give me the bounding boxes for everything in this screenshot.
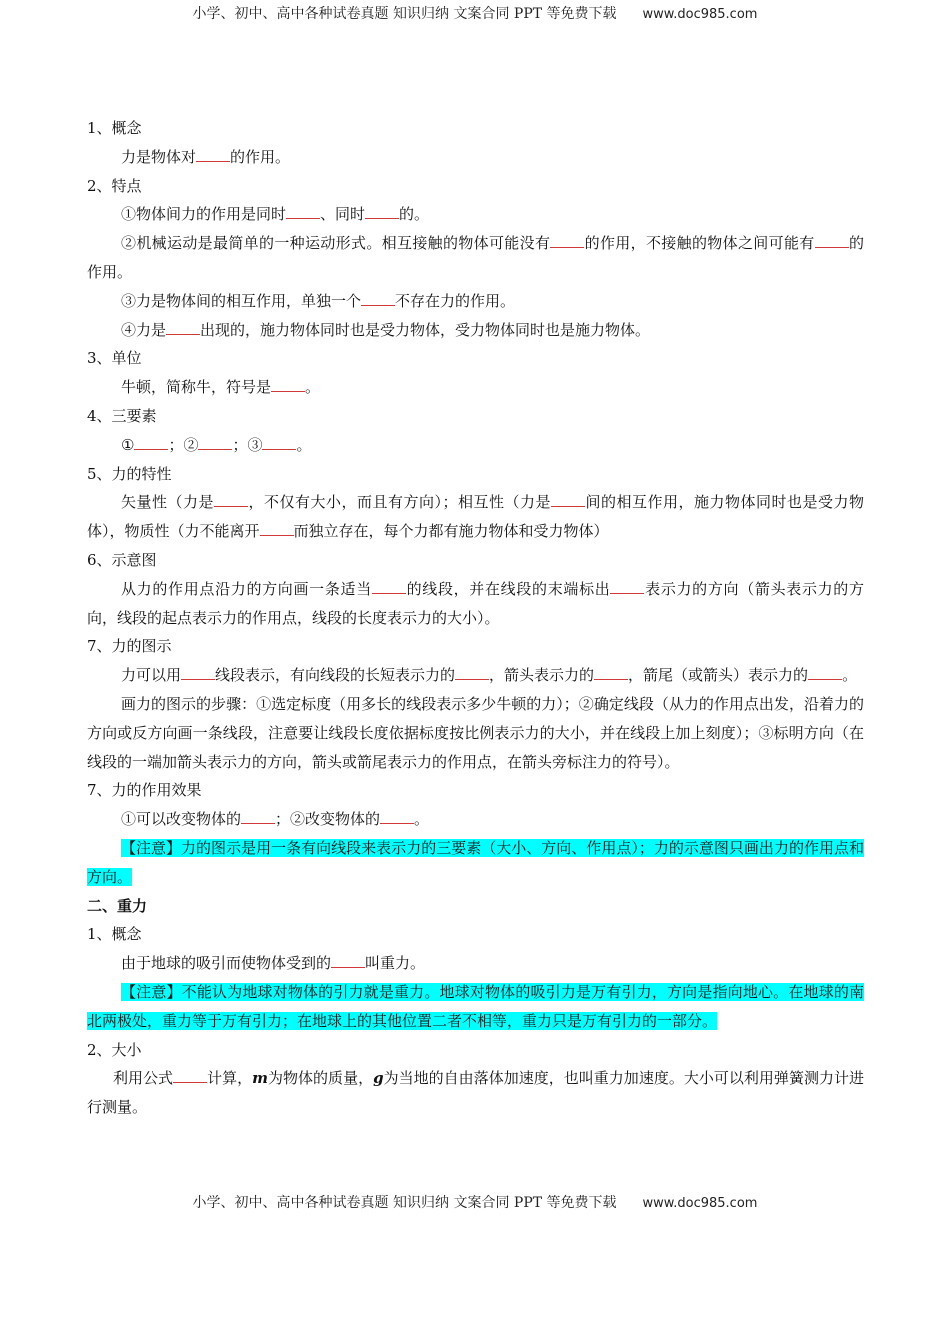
fill-in-blank bbox=[271, 377, 305, 392]
paragraph bbox=[87, 172, 864, 201]
highlighted-note: 【注意】不能认为地球对物体的引力就是重力。地球对物体的吸引力是万有引力，方向是指向地心。在地球的南北两极处，重力等于万有引力；在地球上的其他位置二者不相等，重力只是万有引力的一部分。 bbox=[87, 982, 864, 1030]
text-run: 的作用，不接触的物体之间可能有 bbox=[584, 234, 815, 253]
paragraph bbox=[87, 460, 864, 489]
text-run: 2、大小 bbox=[87, 1040, 142, 1059]
variable: g bbox=[373, 1069, 384, 1088]
page-header bbox=[0, 3, 950, 23]
fill-in-blank bbox=[134, 435, 168, 450]
text-run: 6、示意图 bbox=[87, 550, 157, 569]
paragraph bbox=[87, 776, 864, 805]
text-run: 的。 bbox=[399, 205, 430, 224]
fill-in-blank bbox=[380, 809, 414, 824]
text-run: 力是物体对 bbox=[121, 147, 197, 166]
text-run: 利用公式 bbox=[113, 1069, 174, 1088]
text-run: 画力的图示的步骤：①选定标度（用多长的线段表示多少牛顿的力）；②确定线段（从力的作用点出发，沿着力的方向或反方向画一条线段，注意要让线段长度依据标度按比例表示力的大小，并在线段上加上刻度）；③标明方向（在线段的一端加箭头表示力的方向，箭头或箭尾表示力的作用点，在箭头旁标注力的符号）。 bbox=[87, 694, 864, 771]
header-text: 小学、初中、高中各种试卷真题 知识归纳 文案合同 PPT 等免费下载 bbox=[192, 6, 617, 22]
paragraph bbox=[87, 920, 864, 949]
paragraph bbox=[87, 316, 864, 345]
page-footer bbox=[0, 1192, 950, 1212]
text-run: 。 bbox=[296, 435, 312, 454]
text-run: ②机械运动是最简单的一种运动形式。相互接触的物体可能没有 bbox=[121, 234, 551, 253]
fill-in-blank bbox=[815, 233, 849, 248]
text-run: 3、单位 bbox=[87, 349, 142, 368]
paragraph bbox=[87, 805, 864, 834]
paragraph bbox=[87, 373, 864, 402]
text-run: 计算， bbox=[207, 1069, 253, 1088]
text-run: 二、重力 bbox=[87, 896, 148, 915]
paragraph bbox=[87, 632, 864, 661]
fill-in-blank bbox=[808, 665, 842, 680]
text-run: 出现的，施力物体同时也是受力物体，受力物体同时也是施力物体。 bbox=[200, 320, 651, 339]
fill-in-blank bbox=[181, 665, 215, 680]
text-run: 表示力的方向（箭头表示力的方向，线段的起点表示力的作用点，线段的长度表示力的大小）。 bbox=[87, 579, 864, 627]
text-run: 而独立存在，每个力都有施力物体和受力物体） bbox=[293, 522, 609, 541]
text-run: ，箭尾（或箭头）表示力的 bbox=[628, 666, 809, 685]
fill-in-blank bbox=[550, 233, 584, 248]
text-run: ；③ bbox=[232, 435, 263, 454]
text-run: ④力是 bbox=[121, 320, 167, 339]
header-site-link[interactable]: www.doc985.com bbox=[642, 7, 758, 22]
text-run: 7、力的图示 bbox=[87, 637, 172, 656]
paragraph bbox=[87, 661, 864, 690]
text-run: 的作用。 bbox=[87, 234, 864, 281]
text-run: 牛顿，简称牛，符号是 bbox=[121, 378, 272, 397]
fill-in-blank bbox=[361, 291, 395, 306]
text-run: 、同时 bbox=[320, 205, 366, 224]
fill-in-blank bbox=[455, 665, 489, 680]
fill-in-blank bbox=[262, 435, 296, 450]
fill-in-blank bbox=[166, 320, 200, 335]
fill-in-blank bbox=[286, 204, 320, 219]
fill-in-blank bbox=[173, 1068, 207, 1083]
paragraph bbox=[87, 143, 864, 172]
text-run: 为物体的质量， bbox=[268, 1069, 374, 1088]
text-run: ③力是物体间的相互作用，单独一个 bbox=[121, 291, 362, 310]
fill-in-blank bbox=[260, 521, 294, 536]
text-run: ，箭头表示力的 bbox=[489, 666, 595, 685]
fill-in-blank bbox=[241, 809, 275, 824]
paragraph bbox=[87, 488, 864, 546]
text-run: 。 bbox=[305, 378, 321, 397]
text-run: 。 bbox=[842, 666, 858, 685]
fill-in-blank bbox=[331, 953, 365, 968]
paragraph bbox=[87, 431, 864, 460]
text-run: 1、概念 bbox=[87, 119, 142, 137]
footer-site-link[interactable]: www.doc985.com bbox=[642, 1196, 758, 1211]
note-paragraph bbox=[87, 834, 864, 892]
fill-in-blank bbox=[196, 147, 230, 162]
text-run: ；② bbox=[168, 435, 199, 454]
text-run: 为当地的自由落体加速度，也叫重力加速度。大小可以利用弹簧测力计进行测量。 bbox=[87, 1069, 864, 1117]
text-run: 的线段，并在线段的末端标出 bbox=[405, 579, 611, 598]
text-run: 力可以用 bbox=[121, 666, 182, 685]
fill-in-blank bbox=[551, 492, 585, 507]
footer-text: 小学、初中、高中各种试卷真题 知识归纳 文案合同 PPT 等免费下载 bbox=[192, 1195, 617, 1211]
paragraph bbox=[87, 892, 864, 921]
text-run: 不存在力的作用。 bbox=[395, 291, 516, 310]
text-run: 。 bbox=[414, 810, 430, 829]
text-run: 从力的作用点沿力的方向画一条适当 bbox=[121, 579, 372, 598]
text-run: 4、三要素 bbox=[87, 406, 157, 425]
fill-in-blank bbox=[214, 492, 248, 507]
text-run: 矢量性（力是 bbox=[121, 493, 214, 512]
text-run: 5、力的特性 bbox=[87, 464, 172, 483]
text-run: 叫重力。 bbox=[365, 954, 426, 973]
paragraph bbox=[87, 690, 864, 776]
variable: m bbox=[252, 1069, 268, 1088]
text-run: 间的相互作用，施力物体同时也是受力物体），物质性（力不能离开 bbox=[87, 493, 864, 541]
text-run: 7、力的作用效果 bbox=[87, 781, 202, 800]
paragraph bbox=[87, 575, 864, 633]
highlighted-note: 【注意】力的图示是用一条有向线段来表示力的三要素（大小、方向、作用点）；力的示意图只画出力的作用点和方向。 bbox=[87, 838, 864, 886]
paragraph bbox=[87, 229, 864, 287]
paragraph bbox=[87, 1036, 864, 1065]
text-run: ；②改变物体的 bbox=[275, 810, 381, 829]
text-run: ①可以改变物体的 bbox=[121, 810, 242, 829]
paragraph bbox=[87, 402, 864, 431]
text-run: ① bbox=[121, 435, 135, 454]
paragraph bbox=[87, 344, 864, 373]
fill-in-blank bbox=[610, 579, 644, 594]
paragraph bbox=[87, 287, 864, 316]
text-run: 1、概念 bbox=[87, 925, 142, 944]
paragraph bbox=[87, 1064, 864, 1122]
fill-in-blank bbox=[198, 435, 232, 450]
text-run: ，不仅有大小，而且有方向）；相互性（力是 bbox=[248, 493, 551, 512]
fill-in-blank bbox=[365, 204, 399, 219]
note-paragraph bbox=[87, 978, 864, 1036]
fill-in-blank bbox=[594, 665, 628, 680]
paragraph bbox=[87, 114, 864, 143]
text-run: 线段表示，有向线段的长短表示力的 bbox=[215, 666, 456, 685]
paragraph bbox=[87, 200, 864, 229]
paragraph bbox=[87, 949, 864, 978]
document-body bbox=[87, 114, 864, 1122]
fill-in-blank bbox=[372, 579, 406, 594]
text-run: 2、特点 bbox=[87, 176, 142, 195]
text-run: ①物体间力的作用是同时 bbox=[121, 205, 287, 224]
paragraph bbox=[87, 546, 864, 575]
text-run: 的作用。 bbox=[230, 147, 291, 166]
text-run: 由于地球的吸引而使物体受到的 bbox=[121, 954, 332, 973]
